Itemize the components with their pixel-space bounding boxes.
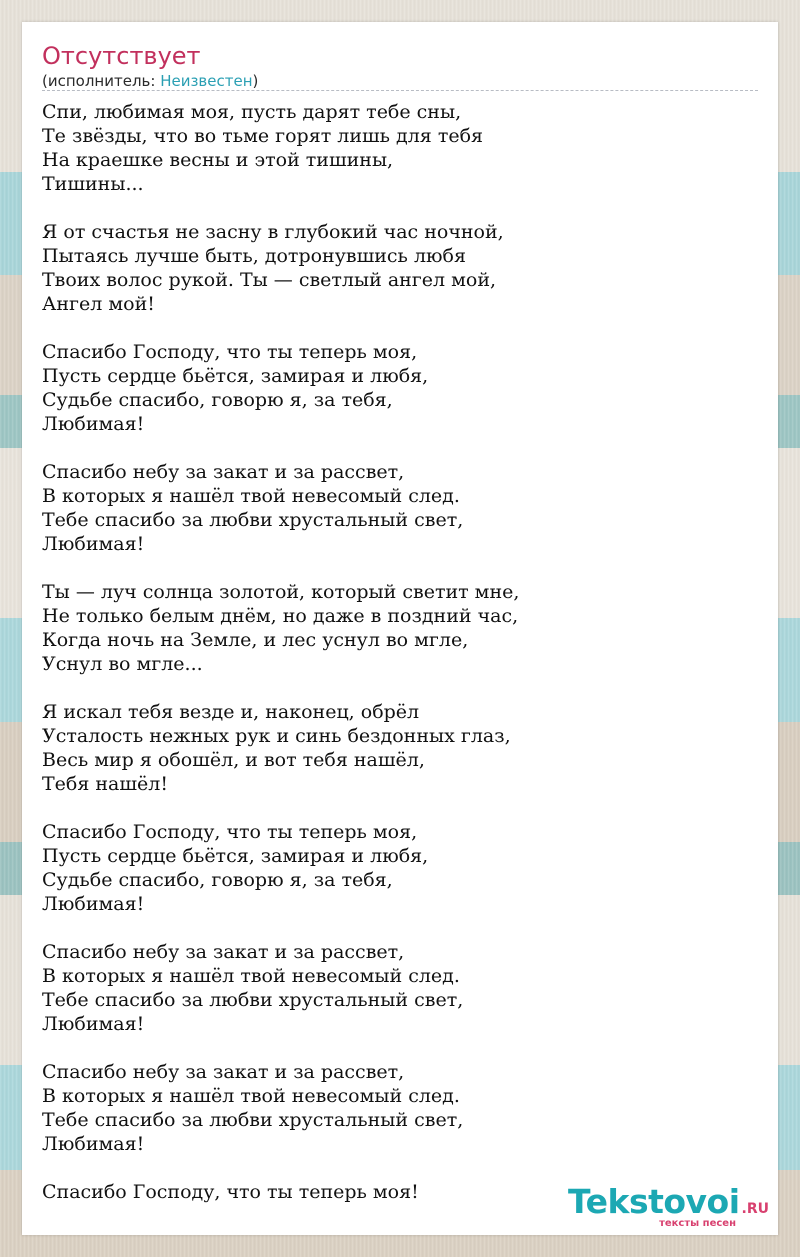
logo-tld: .RU bbox=[741, 1201, 770, 1217]
lyric-line: Ангел мой! bbox=[42, 293, 155, 315]
lyric-line: Спасибо Господу, что ты теперь моя, bbox=[42, 341, 418, 363]
lyric-line: Ты — луч солнца золотой, который светит мне, bbox=[42, 581, 520, 603]
lyric-line: Пусть сердце бьётся, замирая и любя, bbox=[42, 845, 429, 867]
lyric-line: Любимая! bbox=[42, 533, 145, 555]
lyrics-stanza bbox=[42, 100, 758, 196]
lyric-line: Тебе спасибо за любви хрустальный свет, bbox=[42, 989, 464, 1011]
lyric-line: Спасибо небу за закат и за рассвет, bbox=[42, 1061, 405, 1083]
lyric-line: Твоих волос рукой. Ты — светлый ангел мой, bbox=[42, 269, 497, 291]
song-header bbox=[42, 42, 758, 91]
lyric-line: На краешке весны и этой тишины, bbox=[42, 149, 394, 171]
lyric-line: Судьбе спасибо, говорю я, за тебя, bbox=[42, 389, 393, 411]
lyric-line: Тишины... bbox=[42, 173, 144, 195]
lyric-line: Спасибо Господу, что ты теперь моя! bbox=[42, 1181, 419, 1203]
artist-suffix: ) bbox=[252, 72, 259, 90]
lyric-line: Спасибо Господу, что ты теперь моя, bbox=[42, 821, 418, 843]
artist-link[interactable]: Неизвестен bbox=[160, 72, 253, 90]
lyrics-stanza bbox=[42, 820, 758, 916]
lyrics-stanza bbox=[42, 580, 758, 676]
lyrics-card bbox=[22, 22, 778, 1235]
lyric-line: Уснул во мгле... bbox=[42, 653, 203, 675]
lyric-line: Не только белым днём, но даже в поздний час, bbox=[42, 605, 519, 627]
lyrics-stanza bbox=[42, 460, 758, 556]
lyric-line: Судьбе спасибо, говорю я, за тебя, bbox=[42, 869, 393, 891]
artist-line bbox=[42, 72, 258, 90]
lyrics-stanza bbox=[42, 700, 758, 796]
lyric-line: Пусть сердце бьётся, замирая и любя, bbox=[42, 365, 429, 387]
lyric-line: Любимая! bbox=[42, 893, 145, 915]
lyrics-text bbox=[42, 100, 758, 1228]
lyric-line: Любимая! bbox=[42, 1133, 145, 1155]
lyric-line: Пытаясь лучше быть, дотронувшись любя bbox=[42, 245, 466, 267]
lyric-line: Те звёзды, что во тьме горят лишь для тебя bbox=[42, 125, 484, 147]
lyric-line: Спи, любимая моя, пусть дарят тебе сны, bbox=[42, 101, 462, 123]
lyric-line: Любимая! bbox=[42, 1013, 145, 1035]
lyric-line: Спасибо небу за закат и за рассвет, bbox=[42, 461, 405, 483]
lyrics-stanza bbox=[42, 1060, 758, 1156]
lyric-line: Я искал тебя везде и, наконец, обрёл bbox=[42, 701, 420, 723]
lyric-line: Я от счастья не засну в глубокий час ночной, bbox=[42, 221, 504, 243]
lyric-line: Спасибо небу за закат и за рассвет, bbox=[42, 941, 405, 963]
site-logo[interactable] bbox=[568, 1182, 770, 1229]
lyric-line: В которых я нашёл твой невесомый след. bbox=[42, 485, 460, 507]
lyrics-stanza bbox=[42, 340, 758, 436]
lyric-line: Усталость нежных рук и синь бездонных глаз, bbox=[42, 725, 511, 747]
lyrics-stanza bbox=[42, 220, 758, 316]
lyric-line: Любимая! bbox=[42, 413, 145, 435]
lyric-line: Весь мир я обошёл, и вот тебя нашёл, bbox=[42, 749, 425, 771]
lyric-line: Тебе спасибо за любви хрустальный свет, bbox=[42, 509, 464, 531]
song-title: Отсутствует bbox=[42, 42, 201, 70]
artist-prefix: (исполнитель: bbox=[42, 72, 161, 90]
lyric-line: Тебе спасибо за любви хрустальный свет, bbox=[42, 1109, 464, 1131]
logo-name: Tekstovoi bbox=[568, 1182, 740, 1221]
lyrics-stanza bbox=[42, 940, 758, 1036]
lyric-line: В которых я нашёл твой невесомый след. bbox=[42, 965, 460, 987]
logo-tagline: тексты песен bbox=[659, 1218, 736, 1229]
lyric-line: В которых я нашёл твой невесомый след. bbox=[42, 1085, 460, 1107]
lyric-line: Тебя нашёл! bbox=[42, 773, 168, 795]
lyric-line: Когда ночь на Земле, и лес уснул во мгле, bbox=[42, 629, 469, 651]
